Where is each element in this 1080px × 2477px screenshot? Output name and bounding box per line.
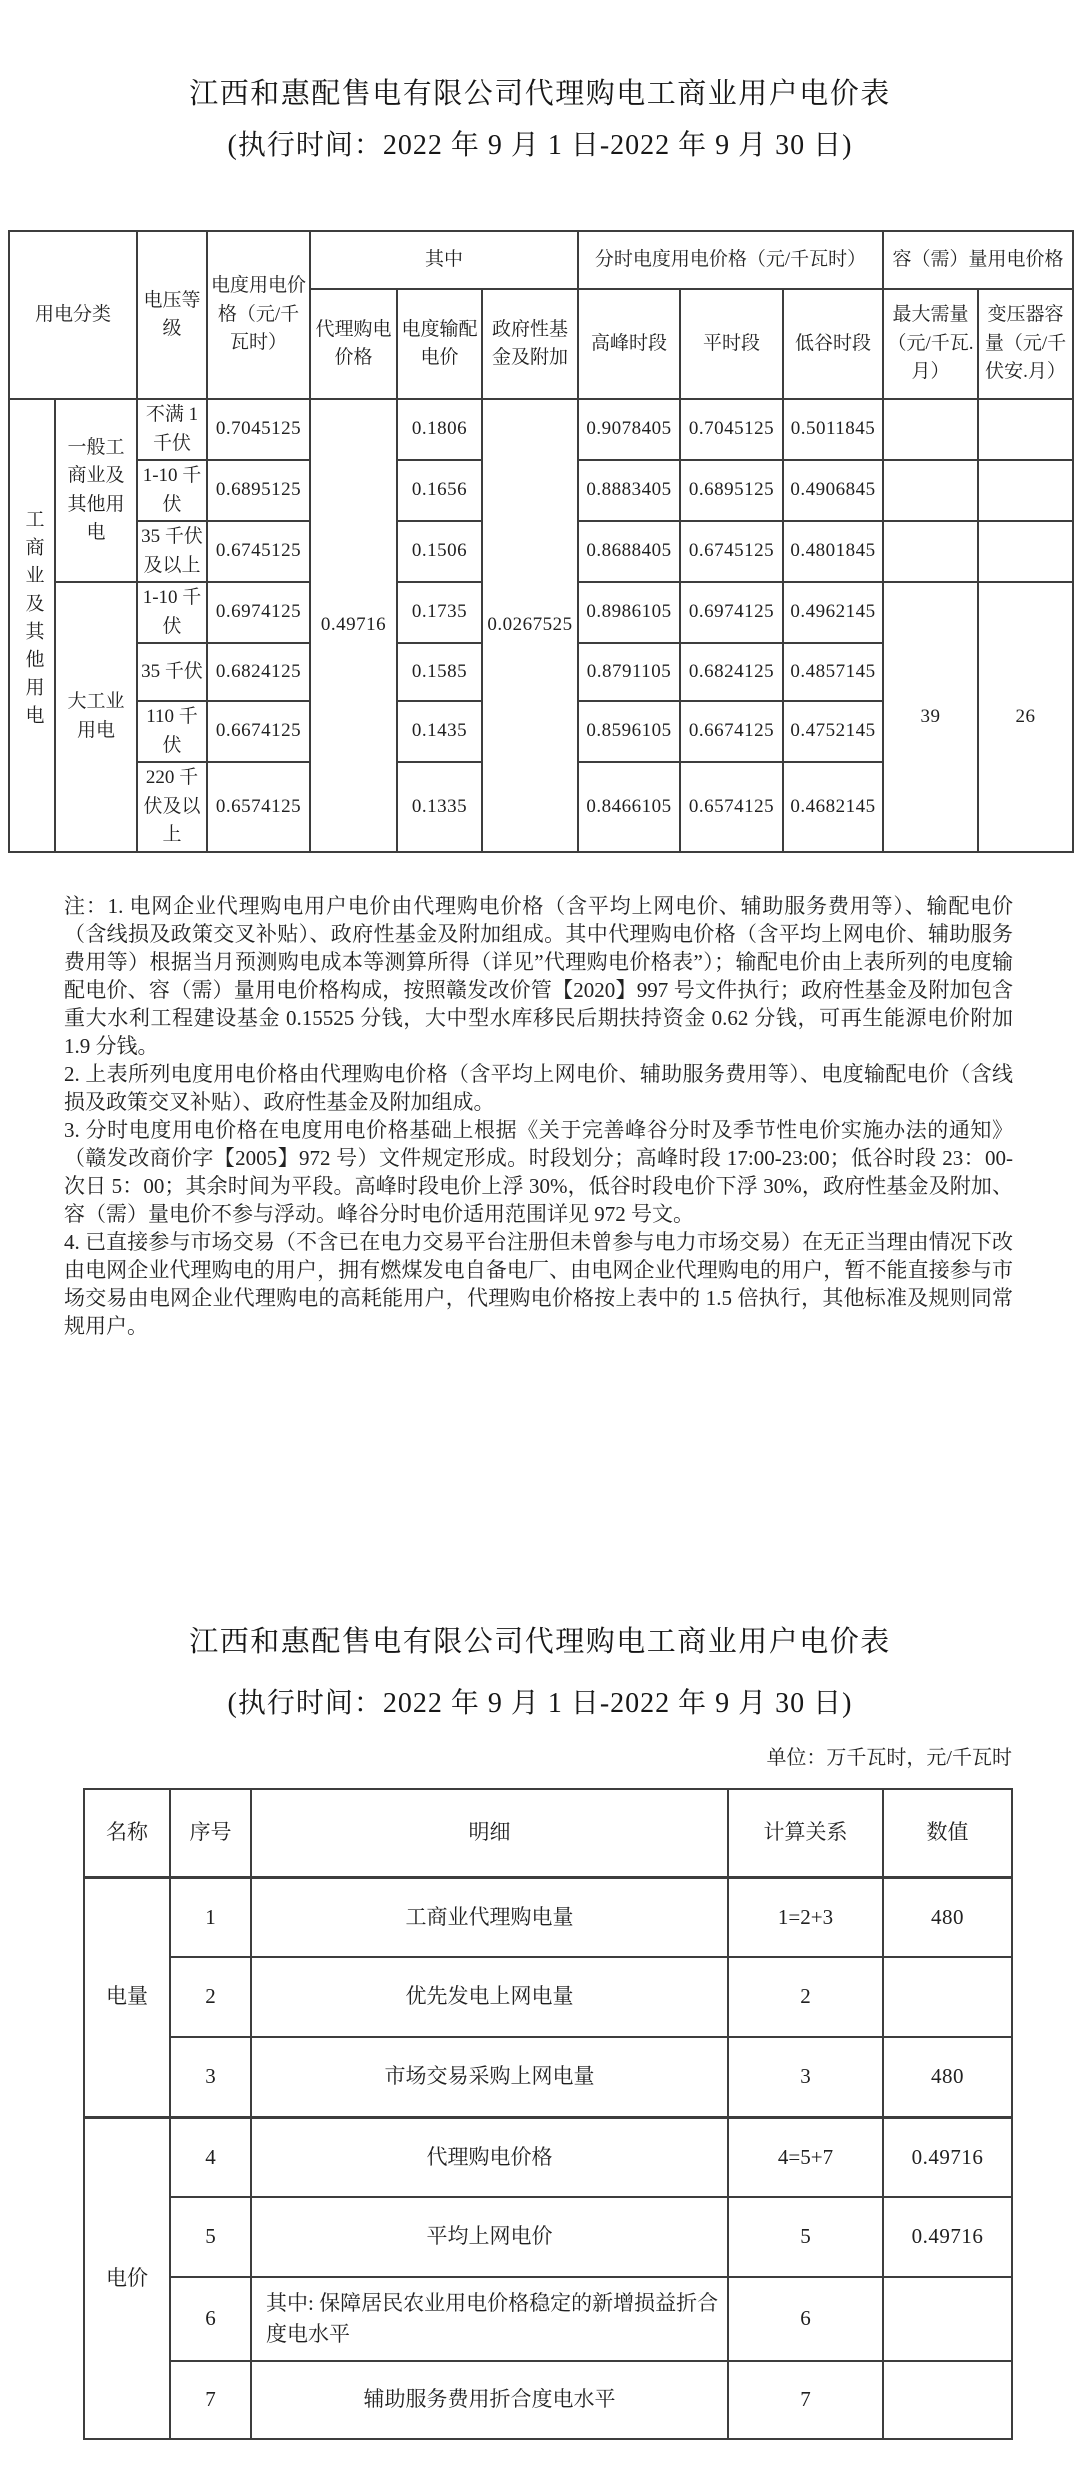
max-demand-cell: 39 (883, 582, 978, 852)
calc-no-cell: 5 (170, 2197, 251, 2277)
calc-group-name: 电量 (84, 1877, 170, 2117)
trans-price-cell: 0.1806 (397, 399, 482, 460)
flat-price-cell: 0.6974125 (680, 582, 783, 643)
calc-value-cell (883, 2361, 1012, 2439)
table-row (84, 1877, 1012, 1957)
trans-price-cell: 0.1335 (397, 762, 482, 852)
energy-price-cell: 0.6895125 (207, 460, 310, 521)
calc-relation-cell: 7 (728, 2361, 883, 2439)
page-subtitle: (执行时间：2022 年 9 月 1 日-2022 年 9 月 30 日) (227, 130, 853, 161)
max-demand-cell-empty (883, 399, 978, 460)
table-row (9, 399, 1073, 460)
calc-no-cell: 3 (170, 2037, 251, 2117)
flat-price-cell: 0.6574125 (680, 762, 783, 852)
notes-block (64, 892, 1013, 1340)
trans-price-cell: 0.1506 (397, 521, 482, 582)
voltage-cell: 35 千伏及以上 (137, 521, 207, 582)
calc-header-name: 名称 (84, 1789, 170, 1877)
category-group-cell: 一般工商业及其他用电 (55, 399, 137, 582)
valley-price-cell: 0.4962145 (783, 582, 883, 643)
page-title-2: 江西和惠配售电有限公司代理购电工商业用户电价表 (189, 1626, 891, 1658)
calc-table-header-row (84, 1789, 1012, 1877)
category-group-cell: 大工业用电 (55, 582, 137, 852)
calc-header-value: 数值 (883, 1789, 1012, 1877)
max-demand-cell-empty (883, 460, 978, 521)
calc-no-cell: 2 (170, 1957, 251, 2037)
transformer-cell-empty (978, 399, 1073, 460)
calc-relation-cell: 1=2+3 (728, 1877, 883, 1957)
energy-price-cell: 0.6574125 (207, 762, 310, 852)
calc-no-cell: 4 (170, 2117, 251, 2197)
price-table-header-row-1 (9, 231, 1073, 289)
trans-price-cell: 0.1435 (397, 701, 482, 762)
peak-price-cell: 0.8688405 (578, 521, 680, 582)
trans-price-cell: 0.1735 (397, 582, 482, 643)
note-4: 4. 已直接参与市场交易（不含已在电力交易平台注册但未曾参与电力市场交易）在无正当理由情况下改由电网企业代理购电的用户，拥有燃煤发电自备电厂、由电网企业代理购电的用户，暂不能直接参与市场交易由电网企业代理购电的高耗能用户，代理购电价格按上表中的 1.5 倍执行，其他标准及规则同常规用户。 (64, 1230, 1013, 1338)
page-title: 江西和惠配售电有限公司代理购电工商业用户电价表 (189, 78, 891, 110)
calc-header-detail: 明细 (251, 1789, 728, 1877)
valley-price-cell: 0.4752145 (783, 701, 883, 762)
voltage-cell: 35 千伏 (137, 643, 207, 701)
energy-price-cell: 0.6745125 (207, 521, 310, 582)
peak-price-cell: 0.9078405 (578, 399, 680, 460)
energy-price-cell: 0.6974125 (207, 582, 310, 643)
calc-relation-cell: 3 (728, 2037, 883, 2117)
header-max-demand: 最大需量（元/千瓦.月） (883, 289, 978, 399)
peak-price-cell: 0.8986105 (578, 582, 680, 643)
calc-no-cell: 1 (170, 1877, 251, 1957)
header-transformer: 变压器容量（元/千伏安.月） (978, 289, 1073, 399)
calc-detail-cell: 平均上网电价 (251, 2197, 728, 2277)
calc-detail-cell: 优先发电上网电量 (251, 1957, 728, 2037)
calc-header-calc: 计算关系 (728, 1789, 883, 1877)
flat-price-cell: 0.6674125 (680, 701, 783, 762)
calc-group-name: 电价 (84, 2117, 170, 2439)
note-2: 2. 上表所列电度用电价格由代理购电价格（含平均上网电价、辅助服务费用等）、电度输配电价（含线损及政策交叉补贴）、政府性基金及附加组成。 (64, 1062, 1013, 1114)
valley-price-cell: 0.4857145 (783, 643, 883, 701)
calc-value-cell (883, 2277, 1012, 2361)
calc-no-cell: 7 (170, 2361, 251, 2439)
trans-price-cell: 0.1656 (397, 460, 482, 521)
peak-price-cell: 0.8596105 (578, 701, 680, 762)
transformer-cell: 26 (978, 582, 1073, 852)
calc-detail-cell: 市场交易采购上网电量 (251, 2037, 728, 2117)
calc-relation-cell: 6 (728, 2277, 883, 2361)
valley-price-cell: 0.4801845 (783, 521, 883, 582)
table-row (84, 2197, 1012, 2277)
table-row (84, 2361, 1012, 2439)
trans-price-cell: 0.1585 (397, 643, 482, 701)
max-demand-cell-empty (883, 521, 978, 582)
table-row (84, 2037, 1012, 2117)
note-3: 3. 分时电度用电价格在电度用电价格基础上根据《关于完善峰谷分时及季节性电价实施办法的通知》（赣发改商价字【2005】972 号）文件规定形成。时段划分；高峰时段 17:00-23:00；低谷时段 23：00-次日 5：00；其余时间为平段。高峰时段电价上浮 30%，低谷时段电价下浮 30%，政府性基金及附加、容（需）量电价不参与浮动。峰谷分时电价适用范围详见 972 号文。 (64, 1118, 1013, 1226)
flat-price-cell: 0.6745125 (680, 521, 783, 582)
peak-price-cell: 0.8466105 (578, 762, 680, 852)
header-flat: 平时段 (680, 289, 783, 399)
flat-price-cell: 0.7045125 (680, 399, 783, 460)
unit-note: 单位：万千瓦时，元/千瓦时 (766, 1747, 1012, 1769)
calc-header-no: 序号 (170, 1789, 251, 1877)
valley-price-cell: 0.5011845 (783, 399, 883, 460)
calc-no-cell: 6 (170, 2277, 251, 2361)
calc-detail-cell: 代理购电价格 (251, 2117, 728, 2197)
calc-table (83, 1788, 1013, 2440)
calc-relation-cell: 4=5+7 (728, 2117, 883, 2197)
calc-value-cell: 0.49716 (883, 2117, 1012, 2197)
header-category: 用电分类 (9, 231, 137, 399)
page-subtitle-2: (执行时间：2022 年 9 月 1 日-2022 年 9 月 30 日) (227, 1688, 853, 1719)
valley-price-cell: 0.4682145 (783, 762, 883, 852)
flat-price-cell: 0.6824125 (680, 643, 783, 701)
flat-price-cell: 0.6895125 (680, 460, 783, 521)
calc-relation-cell: 5 (728, 2197, 883, 2277)
peak-price-cell: 0.8883405 (578, 460, 680, 521)
gov-funds-cell: 0.0267525 (482, 399, 578, 852)
valley-price-cell: 0.4906845 (783, 460, 883, 521)
calc-detail-cell: 辅助服务费用折合度电水平 (251, 2361, 728, 2439)
header-valley: 低谷时段 (783, 289, 883, 399)
transformer-cell-empty (978, 460, 1073, 521)
table-row (84, 2277, 1012, 2361)
header-peak: 高峰时段 (578, 289, 680, 399)
energy-price-cell: 0.6824125 (207, 643, 310, 701)
header-tou-price: 分时电度用电价格（元/千瓦时） (578, 231, 883, 289)
peak-price-cell: 0.8791105 (578, 643, 680, 701)
header-gov-funds: 政府性基金及附加 (482, 289, 578, 399)
energy-price-cell: 0.7045125 (207, 399, 310, 460)
category-main-label: 工商业及其他用电 (22, 508, 44, 733)
calc-value-cell: 480 (883, 1877, 1012, 1957)
note-1: 注：1. 电网企业代理购电用户电价由代理购电价格（含平均上网电价、辅助服务费用等）、输配电价（含线损及政策交叉补贴）、政府性基金及附加组成。其中代理购电价格（含平均上网电价、辅助服务费用等）根据当月预测购电成本等测算所得（详见”代理购电价格表”）；输配电价由上表所列的电度输配电价、容（需）量用电价格构成，按照赣发改价管【2020】997 号文件执行；政府性基金及附加包含重大水利工程建设基金 0.15525 分钱，大中型水库移民后期扶持资金 0.62 分钱，可再生能源电价附加 1.9 分钱。 (64, 894, 1013, 1058)
table-row (84, 1957, 1012, 2037)
header-voltage-level: 电压等级 (137, 231, 207, 399)
price-table (8, 230, 1074, 853)
calc-value-cell: 480 (883, 2037, 1012, 2117)
voltage-cell: 220 千伏及以上 (137, 762, 207, 852)
calc-detail-cell: 工商业代理购电量 (251, 1877, 728, 1957)
voltage-cell: 1-10 千伏 (137, 460, 207, 521)
header-trans-price: 电度输配电价 (397, 289, 482, 399)
calc-value-cell (883, 1957, 1012, 2037)
header-among: 其中 (310, 231, 578, 289)
category-main-cell (9, 399, 55, 852)
calc-relation-cell: 2 (728, 1957, 883, 2037)
table-row (84, 2117, 1012, 2197)
header-agent-price: 代理购电价格 (310, 289, 397, 399)
energy-price-cell: 0.6674125 (207, 701, 310, 762)
transformer-cell-empty (978, 521, 1073, 582)
calc-detail-cell: 其中: 保障居民农业用电价格稳定的新增损益折合度电水平 (251, 2277, 728, 2361)
agent-price-cell: 0.49716 (310, 399, 397, 852)
header-capacity-price: 容（需）量用电价格 (883, 231, 1073, 289)
voltage-cell: 110 千伏 (137, 701, 207, 762)
voltage-cell: 不满 1 千伏 (137, 399, 207, 460)
voltage-cell: 1-10 千伏 (137, 582, 207, 643)
header-energy-price: 电度用电价格（元/千瓦时） (207, 231, 310, 399)
calc-value-cell: 0.49716 (883, 2197, 1012, 2277)
